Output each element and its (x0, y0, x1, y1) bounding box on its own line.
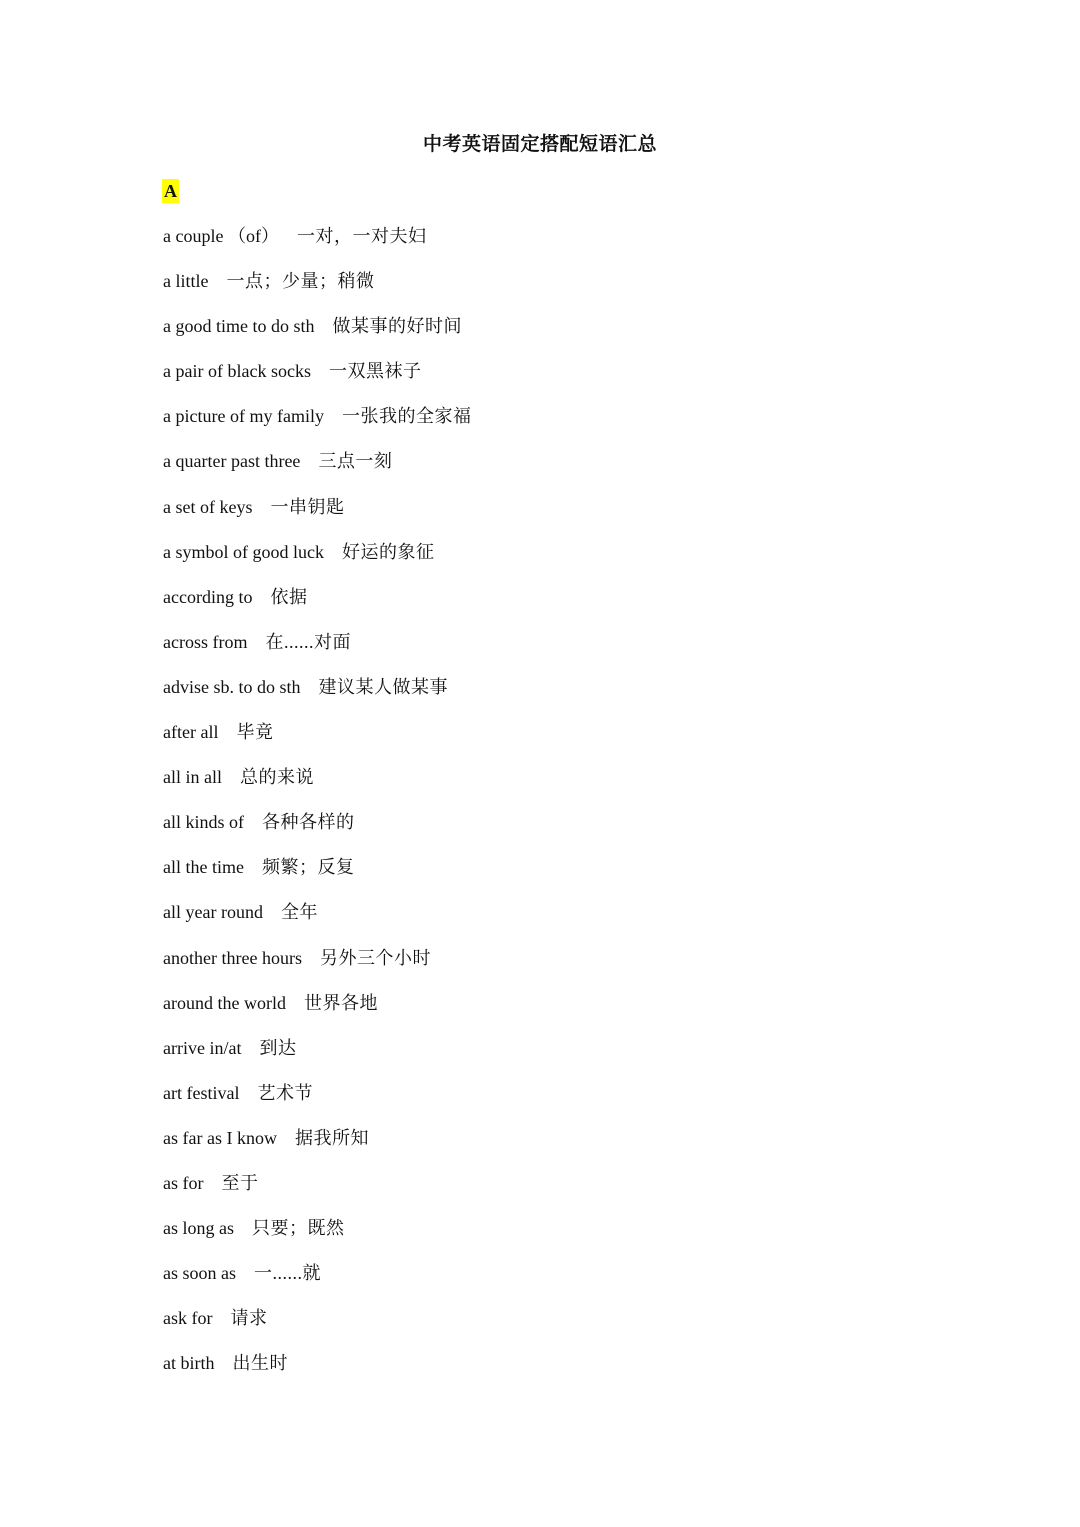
phrase-entry (163, 447, 471, 492)
phrase-en: across from (163, 631, 248, 652)
phrase-zh: 在......对面 (265, 631, 351, 652)
phrase-zh: 一对，一对夫妇 (296, 226, 427, 246)
phrase-zh: 只要；既然 (252, 1218, 345, 1239)
phrase-zh: 建议某人做某事 (318, 676, 448, 697)
phrase-entry (163, 1169, 471, 1214)
phrase-zh: 请求 (230, 1308, 268, 1329)
phrase-entry (163, 312, 471, 357)
phrase-en: a little (163, 271, 209, 292)
phrase-entry (163, 989, 471, 1034)
phrase-zh: 世界各地 (303, 992, 378, 1013)
phrase-en: a good time to do sth (163, 316, 315, 337)
phrase-zh: 做某事的好时间 (332, 316, 462, 337)
phrase-zh: 据我所知 (294, 1127, 369, 1148)
phrase-zh: 各种各样的 (262, 812, 355, 833)
phrase-zh: 毕竟 (236, 722, 274, 743)
phrase-en: as long as (163, 1218, 234, 1239)
phrase-entry (163, 402, 471, 447)
document-title: 中考英语固定搭配短语汇总 (422, 134, 657, 155)
phrase-entry (163, 718, 471, 763)
phrase-entry (163, 853, 471, 898)
phrase-zh: 一点；少量；稍微 (226, 271, 375, 292)
phrase-zh: 另外三个小时 (319, 947, 431, 968)
phrase-zh: 三点一刻 (318, 451, 393, 472)
phrase-entry (163, 583, 471, 628)
phrase-zh: 出生时 (232, 1353, 288, 1374)
phrase-zh: 一双黑袜子 (328, 361, 422, 382)
section-heading: A (164, 181, 177, 201)
phrase-en: as soon as (163, 1263, 236, 1284)
phrase-en: a set of keys (163, 496, 253, 517)
phrase-en: advise sb. to do sth (163, 676, 301, 697)
phrase-zh: 依据 (270, 586, 308, 607)
phrase-zh: 一串钥匙 (270, 496, 345, 517)
phrase-zh: 到达 (259, 1037, 297, 1058)
phrase-entry (163, 763, 471, 808)
phrase-en: all the time (163, 857, 244, 878)
phrase-zh: 一张我的全家福 (341, 406, 472, 427)
phrase-entry (163, 538, 471, 583)
phrase-entry (163, 1079, 471, 1124)
phrase-entry (163, 1349, 471, 1394)
phrase-en: a couple （of） (163, 226, 279, 246)
phrase-entry (163, 493, 471, 538)
phrase-entry (163, 1214, 471, 1259)
phrase-zh: 一......就 (254, 1263, 321, 1284)
phrase-en: arrive in/at (163, 1037, 242, 1058)
phrase-en: a quarter past three (163, 451, 301, 472)
phrase-en: art festival (163, 1082, 240, 1103)
phrase-entry (163, 628, 471, 673)
phrase-en: all year round (163, 902, 263, 923)
phrase-en: around the world (163, 992, 286, 1013)
phrase-en: according to (163, 586, 253, 607)
phrase-entry (163, 898, 471, 943)
phrase-en: a pair of black socks (163, 361, 311, 382)
phrase-zh: 频繁；反复 (261, 857, 355, 878)
phrase-entry (163, 808, 471, 853)
phrase-zh: 总的来说 (239, 767, 314, 788)
phrase-entry (163, 673, 471, 718)
phrase-zh: 艺术节 (257, 1082, 313, 1103)
phrase-en: a picture of my family (163, 406, 324, 427)
phrase-en: as for (163, 1172, 204, 1193)
phrase-en: ask for (163, 1308, 213, 1329)
phrase-en: another three hours (163, 947, 302, 968)
phrase-entry (163, 944, 471, 989)
phrase-en: all in all (163, 767, 222, 788)
phrase-entry (163, 1034, 471, 1079)
phrase-entry (163, 1124, 471, 1169)
phrase-entry (163, 1304, 471, 1349)
phrase-zh: 至于 (221, 1172, 259, 1193)
phrase-zh: 好运的象征 (341, 541, 435, 562)
phrase-entry (163, 267, 471, 312)
phrase-list (163, 222, 471, 1394)
phrase-entry (163, 357, 471, 402)
phrase-en: after all (163, 722, 219, 743)
phrase-en: a symbol of good luck (163, 541, 324, 562)
phrase-en: as far as I know (163, 1127, 277, 1148)
phrase-zh: 全年 (280, 902, 318, 923)
phrase-en: all kinds of (163, 812, 244, 833)
phrase-entry (163, 1259, 471, 1304)
phrase-en: at birth (163, 1353, 215, 1374)
phrase-entry (163, 222, 471, 267)
